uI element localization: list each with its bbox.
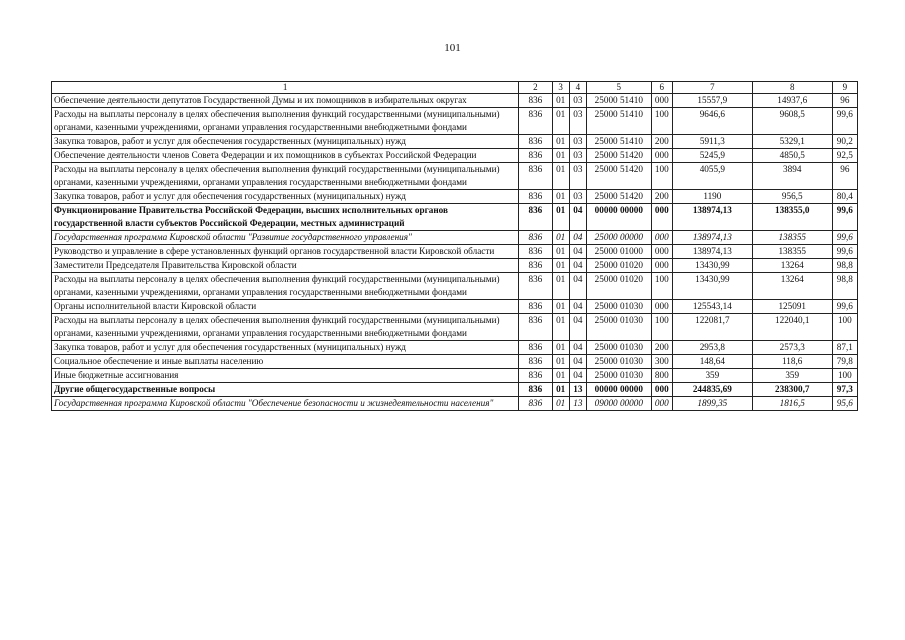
table-row <box>52 341 858 355</box>
expense-type-cell: 000 <box>651 383 672 397</box>
subsection-cell: 03 <box>569 94 586 108</box>
table-row <box>52 355 858 369</box>
publisher-code-cell: 836 <box>519 204 552 231</box>
target-article-cell: 25000 01000 <box>586 245 651 259</box>
target-article-cell: 25000 51420 <box>586 149 651 163</box>
section-cell: 01 <box>552 314 569 341</box>
expense-type-cell: 000 <box>651 149 672 163</box>
table-row <box>52 273 858 300</box>
planned-amount-cell: 5911,3 <box>672 135 752 149</box>
planned-amount-cell: 359 <box>672 369 752 383</box>
row-name-cell: Закупка товаров, работ и услуг для обеспечения государственных (муниципальных) нужд <box>52 135 519 149</box>
planned-amount-cell: 4055,9 <box>672 163 752 190</box>
percent-cell: 92,5 <box>832 149 857 163</box>
executed-amount-cell: 5329,1 <box>752 135 832 149</box>
section-cell: 01 <box>552 259 569 273</box>
subsection-cell: 03 <box>569 190 586 204</box>
publisher-code-cell: 836 <box>519 259 552 273</box>
target-article-cell: 25000 01020 <box>586 273 651 300</box>
column-header: 8 <box>752 82 832 94</box>
subsection-cell: 03 <box>569 135 586 149</box>
row-name-cell: Расходы на выплаты персоналу в целях обеспечения выполнения функций государственными (муниципальными) органами, казенными учреждениями, органами управления государственными внебюджетными фондами <box>52 273 519 300</box>
section-cell: 01 <box>552 397 569 411</box>
planned-amount-cell: 122081,7 <box>672 314 752 341</box>
section-cell: 01 <box>552 383 569 397</box>
executed-amount-cell: 14937,6 <box>752 94 832 108</box>
executed-amount-cell: 4850,5 <box>752 149 832 163</box>
row-name-cell: Обеспечение деятельности членов Совета Федерации и их помощников в субъектах Российской Федерации <box>52 149 519 163</box>
subsection-cell: 13 <box>569 397 586 411</box>
expense-type-cell: 200 <box>651 341 672 355</box>
table-row <box>52 383 858 397</box>
executed-amount-cell: 1816,5 <box>752 397 832 411</box>
header-row <box>52 82 858 94</box>
subsection-cell: 04 <box>569 314 586 341</box>
column-header: 9 <box>832 82 857 94</box>
target-article-cell: 25000 00000 <box>586 231 651 245</box>
subsection-cell: 04 <box>569 369 586 383</box>
section-cell: 01 <box>552 94 569 108</box>
section-cell: 01 <box>552 341 569 355</box>
executed-amount-cell: 238300,7 <box>752 383 832 397</box>
column-header: 2 <box>519 82 552 94</box>
row-name-cell: Другие общегосударственные вопросы <box>52 383 519 397</box>
row-name-cell: Закупка товаров, работ и услуг для обеспечения государственных (муниципальных) нужд <box>52 190 519 204</box>
budget-table <box>51 81 858 411</box>
percent-cell: 100 <box>832 314 857 341</box>
planned-amount-cell: 15557,9 <box>672 94 752 108</box>
section-cell: 01 <box>552 204 569 231</box>
publisher-code-cell: 836 <box>519 383 552 397</box>
expense-type-cell: 100 <box>651 163 672 190</box>
expense-type-cell: 200 <box>651 190 672 204</box>
subsection-cell: 04 <box>569 355 586 369</box>
executed-amount-cell: 118,6 <box>752 355 832 369</box>
planned-amount-cell: 148,64 <box>672 355 752 369</box>
row-name-cell: Руководство и управление в сфере установленных функций органов государственной власти Кировской области <box>52 245 519 259</box>
section-cell: 01 <box>552 149 569 163</box>
percent-cell: 90,2 <box>832 135 857 149</box>
expense-type-cell: 000 <box>651 94 672 108</box>
planned-amount-cell: 9646,6 <box>672 108 752 135</box>
row-name-cell: Заместители Председателя Правительства Кировской области <box>52 259 519 273</box>
section-cell: 01 <box>552 369 569 383</box>
executed-amount-cell: 125091 <box>752 300 832 314</box>
subsection-cell: 03 <box>569 149 586 163</box>
planned-amount-cell: 1899,35 <box>672 397 752 411</box>
row-name-cell: Функционирование Правительства Российской Федерации, высших исполнительных органов государственной власти субъектов Российской Федерации, местных администраций <box>52 204 519 231</box>
planned-amount-cell: 244835,69 <box>672 383 752 397</box>
target-article-cell: 25000 51410 <box>586 135 651 149</box>
table-row <box>52 149 858 163</box>
section-cell: 01 <box>552 231 569 245</box>
section-cell: 01 <box>552 108 569 135</box>
row-name-cell: Расходы на выплаты персоналу в целях обеспечения выполнения функций государственными (муниципальными) органами, казенными учреждениями, органами управления государственными внебюджетными фондами <box>52 108 519 135</box>
publisher-code-cell: 836 <box>519 94 552 108</box>
table-row <box>52 135 858 149</box>
target-article-cell: 09000 00000 <box>586 397 651 411</box>
target-article-cell: 25000 51420 <box>586 190 651 204</box>
expense-type-cell: 300 <box>651 355 672 369</box>
planned-amount-cell: 138974,13 <box>672 231 752 245</box>
target-article-cell: 00000 00000 <box>586 204 651 231</box>
row-name-cell: Расходы на выплаты персоналу в целях обеспечения выполнения функций государственными (муниципальными) органами, казенными учреждениями, органами управления государственными внебюджетными фондами <box>52 314 519 341</box>
expense-type-cell: 200 <box>651 135 672 149</box>
table-row <box>52 108 858 135</box>
table-row <box>52 231 858 245</box>
table-body <box>52 94 858 411</box>
target-article-cell: 25000 01030 <box>586 369 651 383</box>
subsection-cell: 04 <box>569 259 586 273</box>
executed-amount-cell: 9608,5 <box>752 108 832 135</box>
percent-cell: 99,6 <box>832 245 857 259</box>
publisher-code-cell: 836 <box>519 341 552 355</box>
row-name-cell: Закупка товаров, работ и услуг для обеспечения государственных (муниципальных) нужд <box>52 341 519 355</box>
row-name-cell: Органы исполнительной власти Кировской области <box>52 300 519 314</box>
executed-amount-cell: 138355,0 <box>752 204 832 231</box>
percent-cell: 99,6 <box>832 231 857 245</box>
row-name-cell: Обеспечение деятельности депутатов Государственной Думы и их помощников в избирательных округах <box>52 94 519 108</box>
subsection-cell: 03 <box>569 108 586 135</box>
subsection-cell: 04 <box>569 273 586 300</box>
executed-amount-cell: 13264 <box>752 259 832 273</box>
table-row <box>52 245 858 259</box>
subsection-cell: 03 <box>569 163 586 190</box>
expense-type-cell: 000 <box>651 245 672 259</box>
planned-amount-cell: 138974,13 <box>672 204 752 231</box>
row-name-cell: Иные бюджетные ассигнования <box>52 369 519 383</box>
target-article-cell: 25000 51420 <box>586 163 651 190</box>
table-row <box>52 204 858 231</box>
publisher-code-cell: 836 <box>519 273 552 300</box>
publisher-code-cell: 836 <box>519 135 552 149</box>
percent-cell: 99,6 <box>832 204 857 231</box>
percent-cell: 96 <box>832 94 857 108</box>
column-header: 3 <box>552 82 569 94</box>
expense-type-cell: 100 <box>651 273 672 300</box>
target-article-cell: 25000 51410 <box>586 108 651 135</box>
column-header: 7 <box>672 82 752 94</box>
column-header: 5 <box>586 82 651 94</box>
publisher-code-cell: 836 <box>519 163 552 190</box>
publisher-code-cell: 836 <box>519 245 552 259</box>
planned-amount-cell: 2953,8 <box>672 341 752 355</box>
publisher-code-cell: 836 <box>519 355 552 369</box>
publisher-code-cell: 836 <box>519 397 552 411</box>
executed-amount-cell: 13264 <box>752 273 832 300</box>
percent-cell: 97,3 <box>832 383 857 397</box>
table-row <box>52 190 858 204</box>
column-header: 6 <box>651 82 672 94</box>
table-row <box>52 259 858 273</box>
column-header: 1 <box>52 82 519 94</box>
target-article-cell: 25000 01030 <box>586 300 651 314</box>
planned-amount-cell: 13430,99 <box>672 273 752 300</box>
target-article-cell: 25000 01020 <box>586 259 651 273</box>
section-cell: 01 <box>552 135 569 149</box>
section-cell: 01 <box>552 163 569 190</box>
subsection-cell: 04 <box>569 341 586 355</box>
percent-cell: 96 <box>832 163 857 190</box>
target-article-cell: 25000 51410 <box>586 94 651 108</box>
table-row <box>52 397 858 411</box>
planned-amount-cell: 13430,99 <box>672 259 752 273</box>
percent-cell: 98,8 <box>832 273 857 300</box>
subsection-cell: 04 <box>569 204 586 231</box>
percent-cell: 80,4 <box>832 190 857 204</box>
row-name-cell: Социальное обеспечение и иные выплаты населению <box>52 355 519 369</box>
expense-type-cell: 100 <box>651 108 672 135</box>
target-article-cell: 25000 01030 <box>586 341 651 355</box>
section-cell: 01 <box>552 300 569 314</box>
executed-amount-cell: 138355 <box>752 231 832 245</box>
planned-amount-cell: 138974,13 <box>672 245 752 259</box>
percent-cell: 99,6 <box>832 300 857 314</box>
subsection-cell: 04 <box>569 300 586 314</box>
percent-cell: 99,6 <box>832 108 857 135</box>
executed-amount-cell: 2573,3 <box>752 341 832 355</box>
publisher-code-cell: 836 <box>519 108 552 135</box>
percent-cell: 79,8 <box>832 355 857 369</box>
section-cell: 01 <box>552 355 569 369</box>
executed-amount-cell: 122040,1 <box>752 314 832 341</box>
percent-cell: 95,6 <box>832 397 857 411</box>
row-name-cell: Расходы на выплаты персоналу в целях обеспечения выполнения функций государственными (муниципальными) органами, казенными учреждениями, органами управления государственными внебюджетными фондами <box>52 163 519 190</box>
section-cell: 01 <box>552 190 569 204</box>
executed-amount-cell: 956,5 <box>752 190 832 204</box>
publisher-code-cell: 836 <box>519 190 552 204</box>
percent-cell: 87,1 <box>832 341 857 355</box>
expense-type-cell: 000 <box>651 204 672 231</box>
subsection-cell: 04 <box>569 245 586 259</box>
percent-cell: 100 <box>832 369 857 383</box>
expense-type-cell: 000 <box>651 231 672 245</box>
table-row <box>52 300 858 314</box>
percent-cell: 98,8 <box>832 259 857 273</box>
publisher-code-cell: 836 <box>519 231 552 245</box>
row-name-cell: Государственная программа Кировской области "Развитие государственного управления" <box>52 231 519 245</box>
publisher-code-cell: 836 <box>519 300 552 314</box>
expense-type-cell: 000 <box>651 397 672 411</box>
executed-amount-cell: 3894 <box>752 163 832 190</box>
planned-amount-cell: 5245,9 <box>672 149 752 163</box>
page-number: 101 <box>444 42 461 54</box>
target-article-cell: 25000 01030 <box>586 314 651 341</box>
table-row <box>52 314 858 341</box>
planned-amount-cell: 1190 <box>672 190 752 204</box>
column-header: 4 <box>569 82 586 94</box>
expense-type-cell: 800 <box>651 369 672 383</box>
executed-amount-cell: 359 <box>752 369 832 383</box>
table-row <box>52 94 858 108</box>
planned-amount-cell: 125543,14 <box>672 300 752 314</box>
subsection-cell: 04 <box>569 231 586 245</box>
table-row <box>52 369 858 383</box>
expense-type-cell: 000 <box>651 259 672 273</box>
section-cell: 01 <box>552 245 569 259</box>
target-article-cell: 00000 00000 <box>586 383 651 397</box>
target-article-cell: 25000 01030 <box>586 355 651 369</box>
table-row <box>52 163 858 190</box>
row-name-cell: Государственная программа Кировской области "Обеспечение безопасности и жизнедеятельности населения" <box>52 397 519 411</box>
expense-type-cell: 100 <box>651 314 672 341</box>
subsection-cell: 13 <box>569 383 586 397</box>
publisher-code-cell: 836 <box>519 369 552 383</box>
publisher-code-cell: 836 <box>519 314 552 341</box>
publisher-code-cell: 836 <box>519 149 552 163</box>
executed-amount-cell: 138355 <box>752 245 832 259</box>
expense-type-cell: 000 <box>651 300 672 314</box>
section-cell: 01 <box>552 273 569 300</box>
